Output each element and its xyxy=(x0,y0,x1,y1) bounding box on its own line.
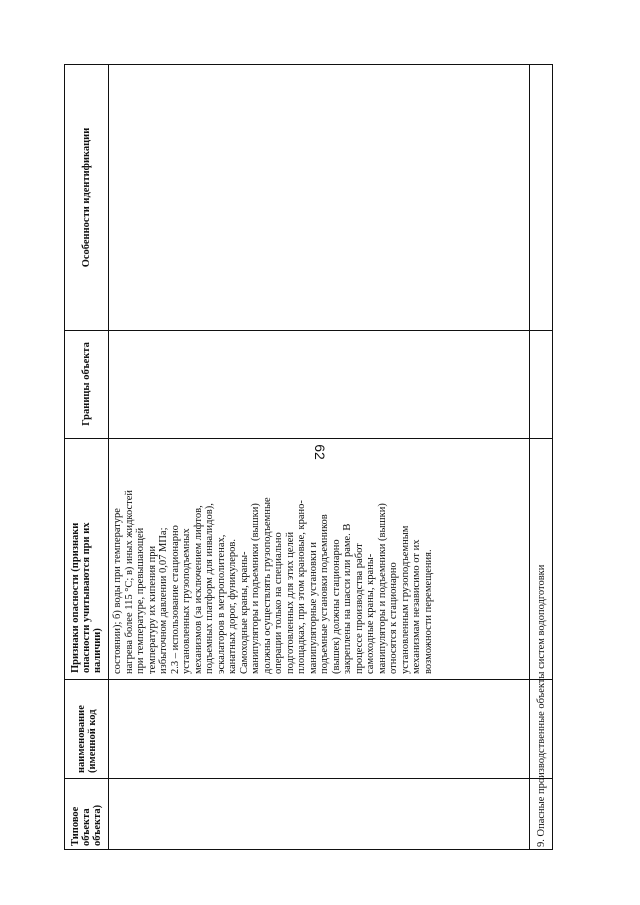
hazard-signs-cell xyxy=(108,438,529,679)
header-name-line: наименование xyxy=(75,705,87,773)
body-line: подготовленных для этих целей xyxy=(284,531,296,674)
header-type-line: объекта xyxy=(81,808,92,846)
body-line: площадках, при этом крановые, крано- xyxy=(296,500,307,674)
body-line: 2.3 – использование стационарно xyxy=(169,525,181,674)
header-type-line: Типовое xyxy=(70,806,81,846)
body-line: механизмам независимо от их xyxy=(411,539,422,674)
body-line: при температуре, превышающей xyxy=(135,527,146,674)
body-line: манипуляторные установки и xyxy=(307,542,319,674)
section-title: 9. Опасные производственные объекты систем водоподготовки xyxy=(536,564,547,847)
header-hazard-line: Признаки опасности (признаки xyxy=(70,522,81,673)
body-line: подъемные установки подъемников xyxy=(319,514,330,674)
body-line: должны осуществлять грузоподъемные xyxy=(261,497,273,674)
section-title-cell xyxy=(529,65,554,851)
header-hazard-line: опасности учитываются при их xyxy=(81,522,92,673)
body-line: механизмов (за исключением лифтов, xyxy=(192,505,204,674)
body-line: процессе производства работ xyxy=(353,543,365,674)
header-cell-type xyxy=(65,778,108,851)
body-line: эскалаторов в метрополитенах, xyxy=(215,534,227,674)
page-number: 62 xyxy=(312,444,328,460)
rotated-table xyxy=(64,64,553,850)
header-boundaries: Границы объекта xyxy=(81,342,92,426)
row-divider xyxy=(65,679,552,680)
header-cell-hazard-signs xyxy=(65,438,108,679)
header-identification: Особенности идентификации xyxy=(81,127,92,268)
body-line: манипуляторы и подъемники (вышки) xyxy=(376,503,388,674)
header-cell-identification xyxy=(65,65,108,330)
header-cell-boundaries xyxy=(65,330,108,438)
header-type-line: объекта) xyxy=(92,804,103,846)
row-divider xyxy=(65,330,552,331)
body-line: состоянии); б) воды при температуре xyxy=(112,508,123,674)
body-line: самоходные краны, краны- xyxy=(365,553,376,674)
body-line: относятся к стационарно xyxy=(388,562,399,674)
body-line: Самоходные краны, краны- xyxy=(238,551,250,674)
body-line: установленным грузоподъемным xyxy=(399,525,411,674)
body-line: (вышек) должны стационарно xyxy=(330,539,342,674)
row-divider xyxy=(65,778,552,779)
body-line: закреплены на шасси или раме. В xyxy=(342,523,353,674)
body-line: канатных дорог, фуникулеров. xyxy=(227,539,238,674)
body-line: возможности перемещения. xyxy=(422,549,434,674)
body-line: операции только на специально xyxy=(273,532,284,674)
header-cell-name xyxy=(65,679,108,778)
header-name-line: (именной код xyxy=(86,709,98,773)
header-hazard-line: наличии) xyxy=(92,628,103,673)
body-line: манипуляторы и подъемники (вышки) xyxy=(250,503,261,674)
body-line: подъемных платформ для инвалидов), xyxy=(204,503,215,674)
body-line: нагрева более 115 °С; в) иных жидкостей xyxy=(123,489,135,674)
body-line: температуру их кипения при xyxy=(146,545,158,674)
body-line: установленных грузоподъемных xyxy=(181,528,192,674)
body-line: избыточном давлении 0,07 МПа; xyxy=(158,527,169,674)
